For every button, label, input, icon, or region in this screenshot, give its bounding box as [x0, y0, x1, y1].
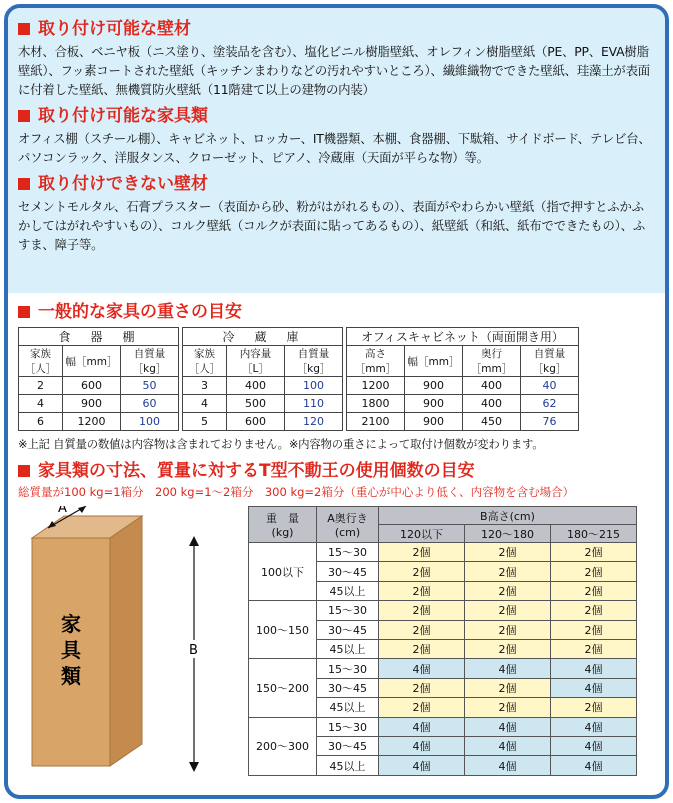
usage-count-table — [248, 506, 637, 776]
group-header-cabinet: オフィスキャビネット（両面開き用） — [347, 328, 579, 346]
count-cell: 4個 — [551, 756, 637, 776]
weights-note: ※上記 自質量の数値は内容物は含まれておりません。※内容物の重さによって取付け個数が変わります。 — [18, 437, 544, 451]
usage-area — [18, 506, 655, 776]
section-heading-usage — [18, 460, 655, 482]
height-header: B高さ(cm) — [379, 507, 637, 525]
count-cell: 2個 — [465, 601, 551, 620]
tables-panel — [8, 293, 665, 776]
box-drawing — [18, 506, 248, 776]
table-cell: 450 — [463, 413, 521, 431]
depth-cell: 30〜45 — [317, 678, 379, 697]
section-heading-mountable-furniture — [18, 105, 655, 127]
table-row — [249, 659, 637, 678]
box-label: 家具類 — [61, 612, 81, 688]
table-cell: 76 — [521, 413, 579, 431]
count-cell: 2個 — [379, 543, 465, 562]
table-cell: 120 — [285, 413, 343, 431]
count-cell: 2個 — [551, 581, 637, 600]
count-cell: 4個 — [379, 717, 465, 736]
depth-cell: 30〜45 — [317, 562, 379, 581]
depth-cell: 45以上 — [317, 581, 379, 600]
count-cell: 2個 — [551, 543, 637, 562]
count-cell: 2個 — [465, 543, 551, 562]
count-cell: 2個 — [379, 601, 465, 620]
section-heading-unmountable-walls — [18, 173, 655, 195]
table-cell: 100 — [285, 377, 343, 395]
count-cell: 4個 — [551, 678, 637, 697]
table-cell: 1200 — [347, 377, 405, 395]
table-cell: 1800 — [347, 395, 405, 413]
table-cell: 6 — [19, 413, 63, 431]
weight-cell: 100〜150 — [249, 601, 317, 659]
section-heading-mountable-walls — [18, 18, 655, 40]
section-title: 一般的な家具の重さの目安 — [38, 302, 242, 322]
count-cell: 2個 — [465, 620, 551, 639]
table-cell: 900 — [405, 395, 463, 413]
table-cell: 60 — [121, 395, 179, 413]
count-cell: 4個 — [465, 737, 551, 756]
section-title: 家具類の寸法、質量に対するT型不動王の使用個数の目安 — [38, 461, 475, 481]
red-square-icon — [18, 306, 30, 318]
section-title: 取り付け可能な壁材 — [38, 19, 191, 39]
column-header: 家族［人］ — [19, 346, 63, 377]
depth-cell: 15〜30 — [317, 543, 379, 562]
column-header: 奥行［mm］ — [463, 346, 521, 377]
depth-cell: 45以上 — [317, 698, 379, 717]
count-cell: 4個 — [379, 737, 465, 756]
table-cell: 600 — [227, 413, 285, 431]
count-cell: 4個 — [551, 737, 637, 756]
table-cell: 900 — [405, 413, 463, 431]
table-cell: 4 — [19, 395, 63, 413]
count-cell: 2個 — [551, 562, 637, 581]
red-square-icon — [18, 178, 30, 190]
count-cell: 2個 — [551, 601, 637, 620]
section-text: オフィス棚（スチール棚）、キャビネット、ロッカー、IT機器類、本棚、食器棚、下駄箱、サイドボード、テレビ台、パソコンラック、洋服タンス、クローゼット、ピアノ、冷蔵庫（天面が平らな物）等。 — [18, 131, 651, 165]
count-cell: 2個 — [379, 698, 465, 717]
table-cell: 100 — [121, 413, 179, 431]
column-header: 内容量［L］ — [227, 346, 285, 377]
weight-cell: 200〜300 — [249, 717, 317, 775]
section-title: 取り付けできない壁材 — [38, 174, 208, 194]
depth-cell: 30〜45 — [317, 620, 379, 639]
furniture-box-illustration — [18, 506, 248, 776]
count-cell: 2個 — [379, 640, 465, 659]
height-column-header: 120〜180 — [465, 525, 551, 543]
section-text: セメントモルタル、石膏プラスター（表面から砂、粉がはがれるもの）、表面がやわらかい壁紙（指で押すとふかふかしてはがれやすいもの）、コルク壁紙（コルクが表面に貼ってあるもの）、紙壁紙（和紙、紙布でできたもの）、ふすま、障子等。 — [18, 199, 646, 252]
usage-subtitle: 総質量が100 kg=1箱分 200 kg=1〜2箱分 300 kg=2箱分（重心が中心より低く、内容物を含む場合） — [18, 485, 575, 499]
height-column-header: 120以下 — [379, 525, 465, 543]
weight-cell: 150〜200 — [249, 659, 317, 717]
count-cell: 2個 — [379, 562, 465, 581]
table-cell: 500 — [227, 395, 285, 413]
weight-header: 重 量 (kg) — [249, 507, 317, 543]
table-row — [249, 601, 637, 620]
count-cell: 2個 — [465, 581, 551, 600]
materials-panel — [8, 8, 665, 293]
count-cell: 2個 — [551, 620, 637, 639]
depth-cell: 45以上 — [317, 756, 379, 776]
red-square-icon — [18, 465, 30, 477]
count-cell: 2個 — [465, 678, 551, 697]
table-cell: 110 — [285, 395, 343, 413]
table-cell: 5 — [183, 413, 227, 431]
group-header-dish: 食 器 棚 — [19, 328, 179, 346]
table-cell: 40 — [521, 377, 579, 395]
table-cell: 400 — [463, 377, 521, 395]
section-title: 取り付け可能な家具類 — [38, 106, 208, 126]
count-cell: 4個 — [465, 756, 551, 776]
count-cell: 4個 — [379, 756, 465, 776]
depth-header: A奥行き (cm) — [317, 507, 379, 543]
column-header: 家族［人］ — [183, 346, 227, 377]
red-square-icon — [18, 110, 30, 122]
furniture-weight-table — [18, 327, 579, 431]
depth-cell: 15〜30 — [317, 717, 379, 736]
table-cell: 600 — [63, 377, 121, 395]
table-row — [19, 413, 579, 431]
weight-cell: 100以下 — [249, 543, 317, 601]
column-header: 幅［mm］ — [63, 346, 121, 377]
count-cell: 2個 — [379, 620, 465, 639]
count-cell: 2個 — [379, 581, 465, 600]
table-cell: 900 — [63, 395, 121, 413]
table-cell: 4 — [183, 395, 227, 413]
table-row — [19, 377, 579, 395]
table-cell: 1200 — [63, 413, 121, 431]
count-cell: 2個 — [551, 698, 637, 717]
count-cell: 4個 — [465, 659, 551, 678]
depth-cell: 15〜30 — [317, 659, 379, 678]
count-cell: 4個 — [551, 659, 637, 678]
column-header: 幅［mm］ — [405, 346, 463, 377]
table-row — [249, 543, 637, 562]
label-b: B — [189, 643, 198, 658]
depth-cell: 45以上 — [317, 640, 379, 659]
column-header: 自質量［kg］ — [285, 346, 343, 377]
table-cell: 900 — [405, 377, 463, 395]
section-text: 木材、合板、ベニヤ板（ニス塗り、塗装品を含む）、塩化ビニル樹脂壁紙、オレフィン樹脂壁紙（PE、PP、EVA樹脂壁紙）、フッ素コートされた壁紙（キッチンまわりなどの汚れやすいところ）、繊維織物でできた壁紙、珪藻土が表面に付着した壁紙、無機質防火壁紙（11階建て以上の建物の内装） — [18, 44, 650, 97]
depth-cell: 30〜45 — [317, 737, 379, 756]
table-cell: 2100 — [347, 413, 405, 431]
height-column-header: 180〜215 — [551, 525, 637, 543]
table-row — [19, 395, 579, 413]
count-cell: 2個 — [465, 640, 551, 659]
column-header: 自質量［kg］ — [521, 346, 579, 377]
group-header-fridge: 冷 蔵 庫 — [183, 328, 343, 346]
count-cell: 2個 — [551, 640, 637, 659]
column-header: 自質量［kg］ — [121, 346, 179, 377]
count-cell: 4個 — [465, 717, 551, 736]
count-cell: 2個 — [465, 562, 551, 581]
table-cell: 400 — [463, 395, 521, 413]
table-cell: 50 — [121, 377, 179, 395]
section-heading-weights — [18, 301, 655, 323]
table-cell: 400 — [227, 377, 285, 395]
count-cell: 2個 — [465, 698, 551, 717]
table-row — [249, 717, 637, 736]
count-cell: 4個 — [551, 717, 637, 736]
red-square-icon — [18, 23, 30, 35]
table-cell: 3 — [183, 377, 227, 395]
depth-cell: 15〜30 — [317, 601, 379, 620]
column-header: 高さ［mm］ — [347, 346, 405, 377]
table-cell: 2 — [19, 377, 63, 395]
info-sheet — [4, 4, 669, 799]
label-a: A — [58, 506, 67, 516]
table-cell: 62 — [521, 395, 579, 413]
count-cell: 2個 — [379, 678, 465, 697]
count-cell: 4個 — [379, 659, 465, 678]
